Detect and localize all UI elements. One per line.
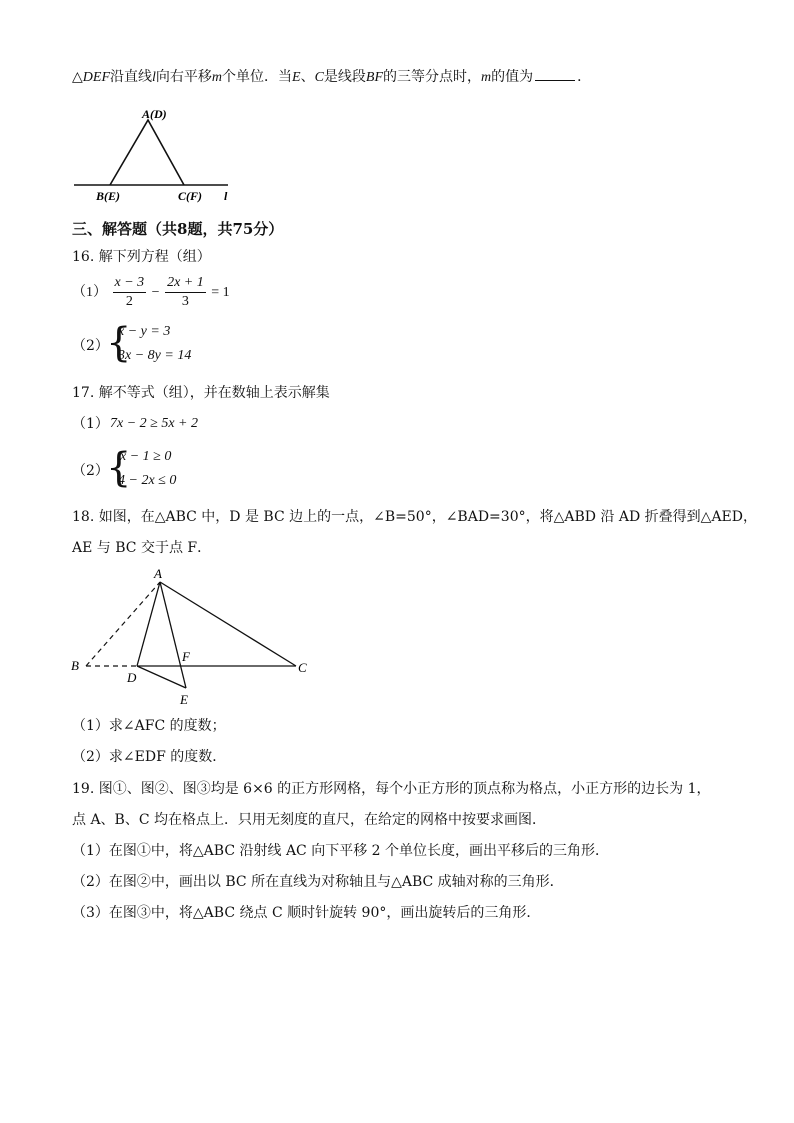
label-b-e: B(E) bbox=[96, 189, 120, 203]
q15-seg: E bbox=[292, 70, 301, 85]
label-a-d: A(D) bbox=[142, 107, 167, 121]
q18-part1: （1）求∠AFC 的度数； bbox=[72, 718, 226, 734]
q15-text bbox=[72, 66, 591, 88]
q15-seg: m bbox=[481, 70, 492, 85]
q15-seg: 个单位．当 bbox=[222, 69, 293, 85]
label-l: l bbox=[224, 189, 228, 203]
q15-seg: BF bbox=[365, 70, 384, 85]
q18-line1: 18. 如图，在△ABC 中，D 是 BC 边上的一点，∠B=50°，∠BAD=30°，将△ABD 沿 AD 折叠得到△AED， bbox=[72, 509, 757, 525]
q15-seg: DEF bbox=[82, 70, 110, 85]
q16-eq1: x − y = 3 bbox=[118, 324, 171, 339]
section-heading: 三、解答题（共8题，共75分） bbox=[72, 220, 284, 238]
segment-ae bbox=[160, 582, 186, 688]
q17-part2-label: （2） bbox=[72, 463, 109, 479]
q17-eq2: 4 − 2x ≤ 0 bbox=[118, 473, 177, 488]
q15-seg: 、 bbox=[300, 69, 315, 85]
label-c-f: C(F) bbox=[178, 189, 202, 203]
q16-title: 16. 解下列方程（组） bbox=[72, 249, 211, 265]
q15-seg: △ bbox=[72, 69, 83, 85]
q15-seg: 的三等分点时， bbox=[383, 69, 482, 85]
q18-line2: AE 与 BC 交于点 F． bbox=[72, 540, 212, 556]
answer-blank bbox=[535, 66, 575, 81]
fraction bbox=[165, 274, 206, 311]
q18-figure bbox=[68, 564, 318, 710]
system-brace: { bbox=[106, 445, 132, 491]
q15-figure bbox=[70, 100, 240, 205]
q15-seg: C bbox=[314, 70, 324, 85]
label-b: B bbox=[71, 658, 79, 673]
label-c: C bbox=[298, 660, 307, 675]
q17-part1-label: （1） bbox=[72, 416, 109, 432]
label-d: D bbox=[127, 670, 137, 685]
q17-eq1: x − 1 ≥ 0 bbox=[120, 449, 172, 464]
label-f: F bbox=[182, 649, 190, 664]
q19-line1: 19. 图①、图②、图③均是 6×6 的正方形网格，每个小正方形的顶点称为格点，小正方形的边长为 1， bbox=[72, 781, 711, 797]
q18-part2: （2）求∠EDF 的度数． bbox=[72, 749, 227, 765]
numerator: 2x + 1 bbox=[165, 274, 206, 293]
q15-seg: ． bbox=[577, 69, 592, 85]
q19-line2: 点 A、B、C 均在格点上．只用无刻度的直尺，在给定的网格中按要求画图． bbox=[72, 812, 547, 828]
denominator: 2 bbox=[125, 294, 133, 310]
triangle-abc bbox=[110, 120, 184, 185]
q19-part1: （1）在图①中，将△ABC 沿射线 AC 向下平移 2 个单位长度，画出平移后的三角形． bbox=[72, 843, 610, 859]
q15-seg: 的值为 bbox=[491, 69, 534, 85]
denominator: 3 bbox=[181, 294, 189, 310]
label-e: E bbox=[180, 692, 188, 707]
q15-seg: 是线段 bbox=[323, 69, 366, 85]
part-label: （1） bbox=[72, 285, 107, 300]
q16-part2-label: （2） bbox=[72, 338, 109, 354]
q19-part2: （2）在图②中，画出以 BC 所在直线为对称轴且与△ABC 成轴对称的三角形． bbox=[72, 874, 564, 890]
numerator: x − 3 bbox=[113, 274, 147, 293]
segment-de bbox=[137, 666, 186, 688]
system-brace: { bbox=[106, 320, 132, 366]
q17-part1-expr: 7x − 2 ≥ 5x + 2 bbox=[110, 416, 199, 431]
fraction bbox=[113, 274, 147, 311]
q19-part3: （3）在图③中，将△ABC 绕点 C 顺时针旋转 90°，画出旋转后的三角形． bbox=[72, 905, 541, 921]
q15-seg: 向右平移 bbox=[155, 69, 212, 85]
q16-part1 bbox=[72, 274, 230, 312]
label-a: A bbox=[154, 566, 162, 581]
rhs: = 1 bbox=[211, 285, 230, 300]
q15-seg: m bbox=[211, 70, 223, 85]
q15-seg: 沿直线 bbox=[110, 69, 152, 85]
q16-eq2: 3x − 8y = 14 bbox=[118, 348, 192, 363]
operator: − bbox=[151, 285, 160, 300]
segment-ac bbox=[160, 582, 296, 666]
q17-title: 17. 解不等式（组），并在数轴上表示解集 bbox=[72, 385, 330, 401]
q15-seg: l bbox=[152, 70, 156, 85]
